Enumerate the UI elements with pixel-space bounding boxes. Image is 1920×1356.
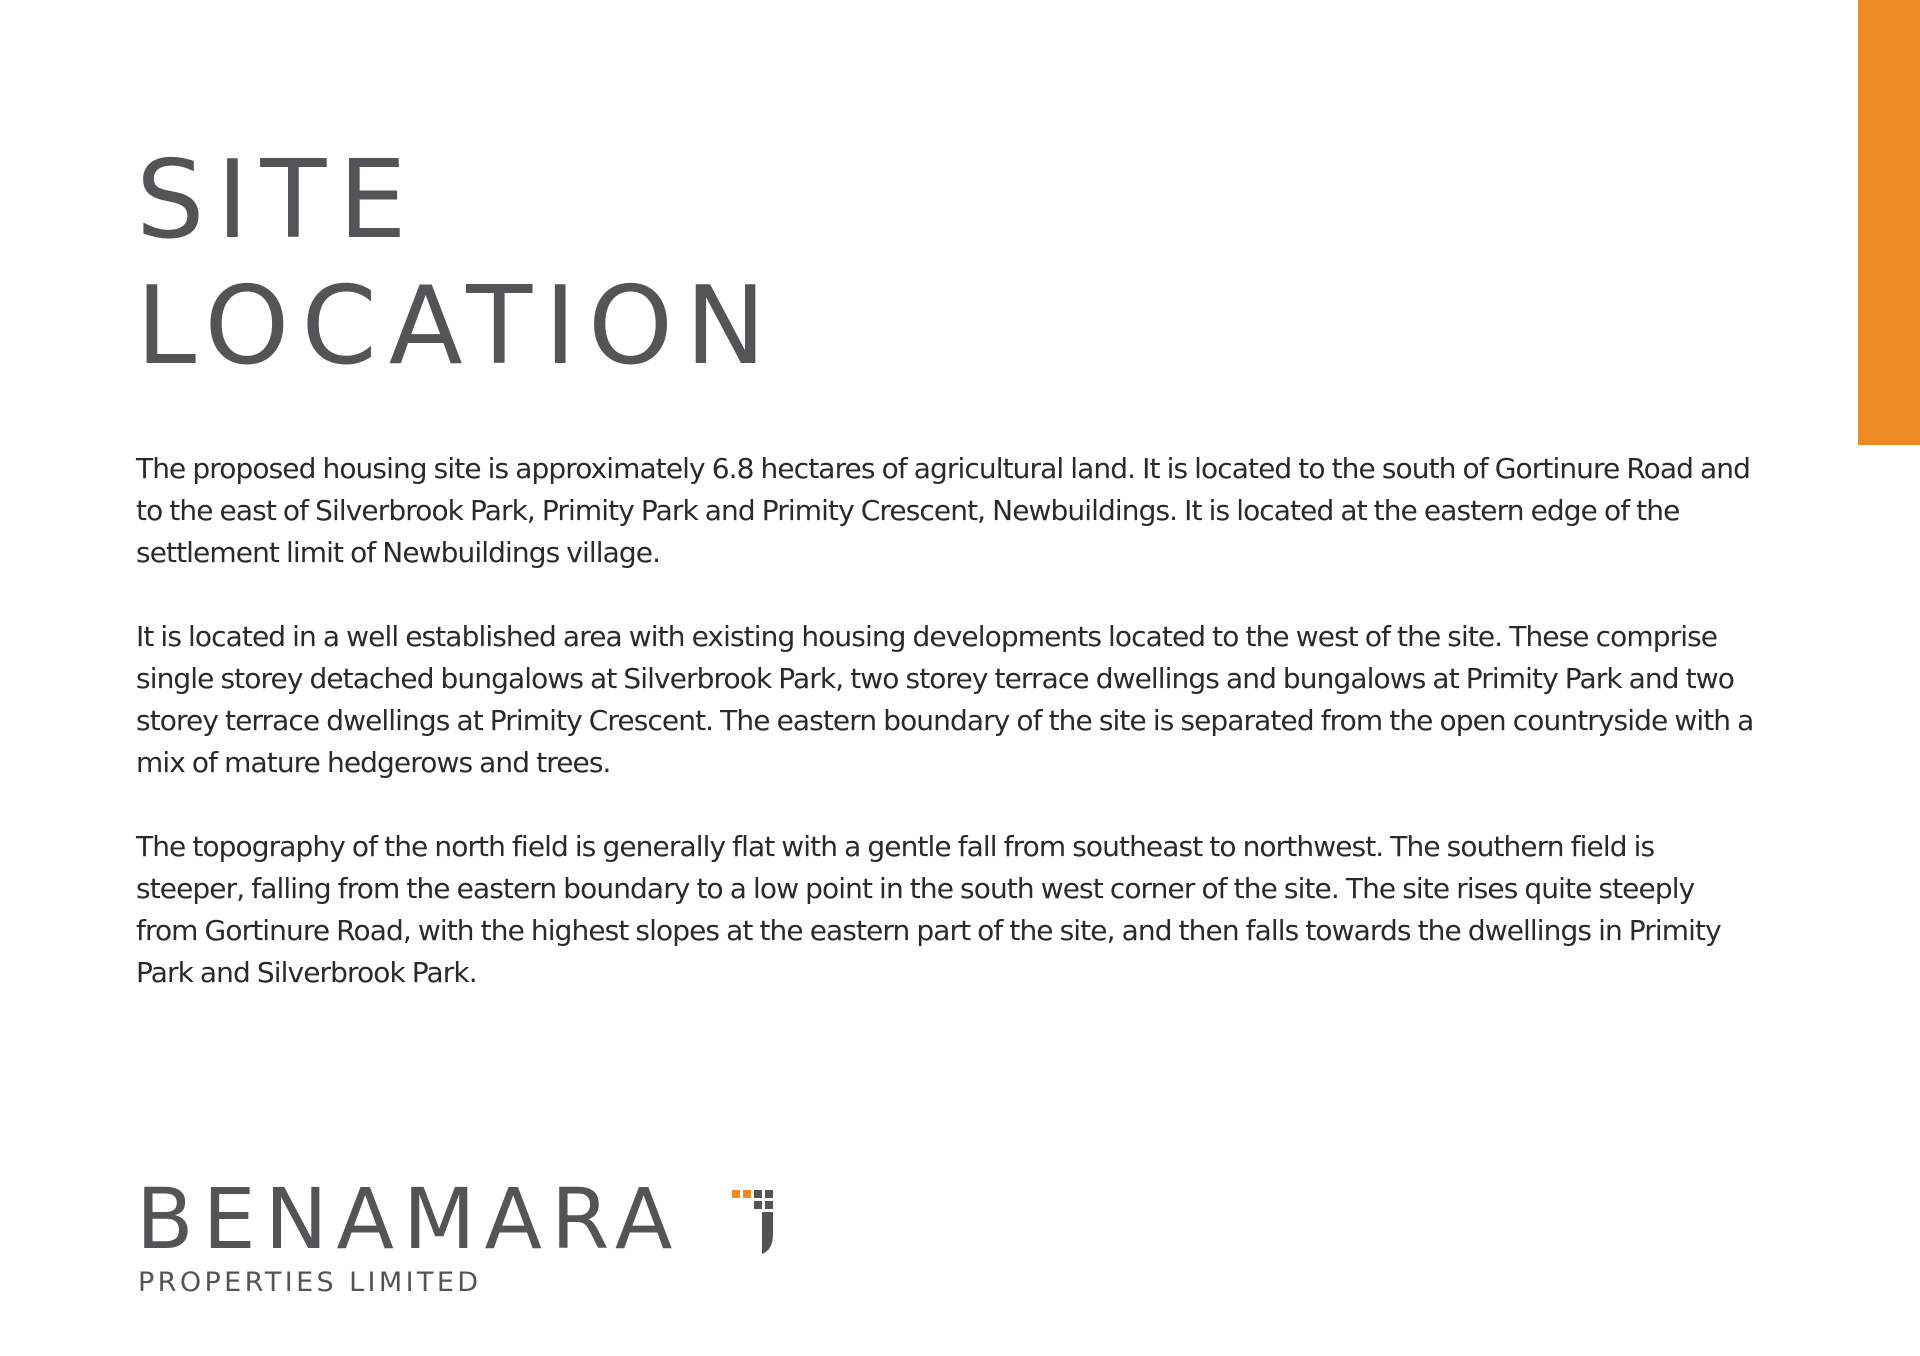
logo-name: BENAMARA (136, 1170, 682, 1268)
page-title-line-2: LOCATION (136, 264, 778, 389)
company-logo (136, 1170, 796, 1302)
benamara-mark-icon (732, 1190, 780, 1256)
orange-accent-bar (1858, 0, 1920, 445)
logo-subtitle: PROPERTIES LIMITED (138, 1267, 482, 1298)
paragraph-topography: The topography of the north field is generally flat with a gentle fall from southeast to northwest. The southern field is steeper, falling from the eastern boundary to a low point in the south west corner of the site. The site rises quite steeply from Gortinure Road, with the highest slopes at the eastern part of the site, and then falls towards the dwellings in Primity Park and Silverbrook Park. (136, 830, 1721, 989)
page-title (136, 138, 778, 390)
paragraph-site-area: The proposed housing site is approximately 6.8 hectares of agricultural land. It is located to the south of Gortinure Road and to the east of Silverbrook Park, Primity Park and Primity Crescent, Newbuildings. It is located at the eastern edge of the settlement limit of Newbuildings village. (136, 452, 1750, 569)
page-title-line-1: SITE (136, 138, 419, 263)
body-text (136, 448, 1756, 1036)
paragraph-surroundings: It is located in a well established area with existing housing developments located to the west of the site. These comprise single storey detached bungalows at Silverbrook Park, two storey terrace dwellings and bungalows at Primity Park and two storey terrace dwellings at Primity Crescent. The eastern boundary of the site is separated from the open countryside with a mix of mature hedgerows and trees. (136, 620, 1754, 779)
